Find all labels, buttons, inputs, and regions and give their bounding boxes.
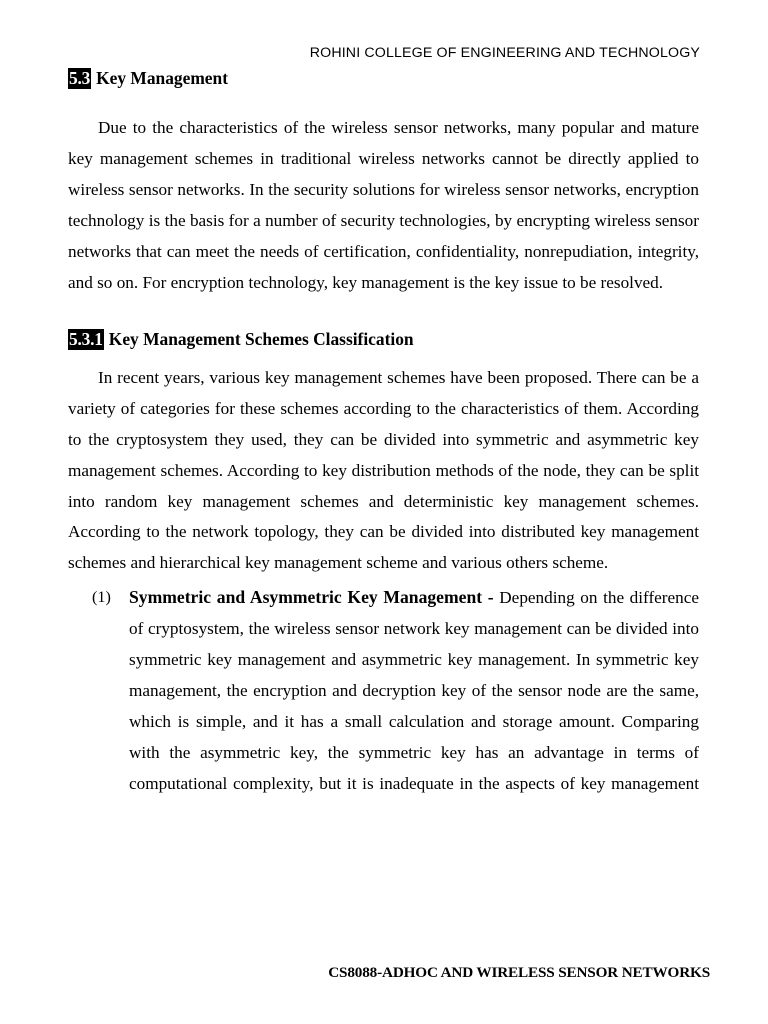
section-number-highlight: 5.3	[69, 68, 91, 88]
section-heading-5-3-1	[68, 329, 699, 350]
spacer	[68, 350, 699, 363]
numbered-list	[68, 582, 699, 830]
running-footer: CS8088-ADHOC AND WIRELESS SENSOR NETWORKS	[328, 964, 710, 981]
document-content	[68, 68, 699, 831]
subsection-heading-title: Key Management Schemes Classification	[108, 328, 414, 349]
running-header: ROHINI COLLEGE OF ENGINEERING AND TECHNOLOGY	[309, 45, 700, 61]
list-item-marker: (1)	[92, 588, 111, 607]
subsection-number-highlight: 5.3.1	[69, 328, 103, 349]
list-item	[68, 582, 699, 830]
paragraph-schemes-classification: In recent years, various key management schemes have been proposed. There can be a variety of categories for these schemes according to the characteristics of them. According to the cryptosystem they used, they can be divided into symmetric and asymmetric key management schemes. According to key distribution methods of the node, they can be split into random key management schemes and deterministic key management schemes. According to the network topology, they can be divided into distributed key management schemes and hierarchical key management scheme and various others scheme.	[68, 367, 699, 573]
section-heading-title: Key Management	[96, 68, 228, 88]
spacer	[68, 299, 699, 329]
paragraph-key-management-intro: Due to the characteristics of the wireless sensor networks, many popular and mature key management schemes in traditional wireless networks cannot be directly applied to wireless sensor networks. In the security solutions for wireless sensor networks, encryption technology is the basis for a number of security technologies, by encrypting wireless sensor networks that can meet the needs of certification, confidentiality, nonrepudiation, integrity, and so on. For encryption technology, key management is the key issue to be resolved.	[68, 118, 699, 292]
list-item-body: Depending on the difference of cryptosystem, the wireless sensor network key management can be divided into symmetric key management and asymmetric key management. In symmetric key management, the encryption and decryption key of the sensor node are the same, which is simple, and it has a small calculation and storage amount. Comparing with the asymmetric key, the symmetric key has an advantage in terms of computational complexity, but it is inadequate in the aspects of key management	[129, 588, 700, 793]
spacer	[68, 89, 699, 113]
section-heading-5-3	[68, 68, 699, 89]
list-item-lead-in: Symmetric and Asymmetric Key Management -	[129, 587, 494, 608]
